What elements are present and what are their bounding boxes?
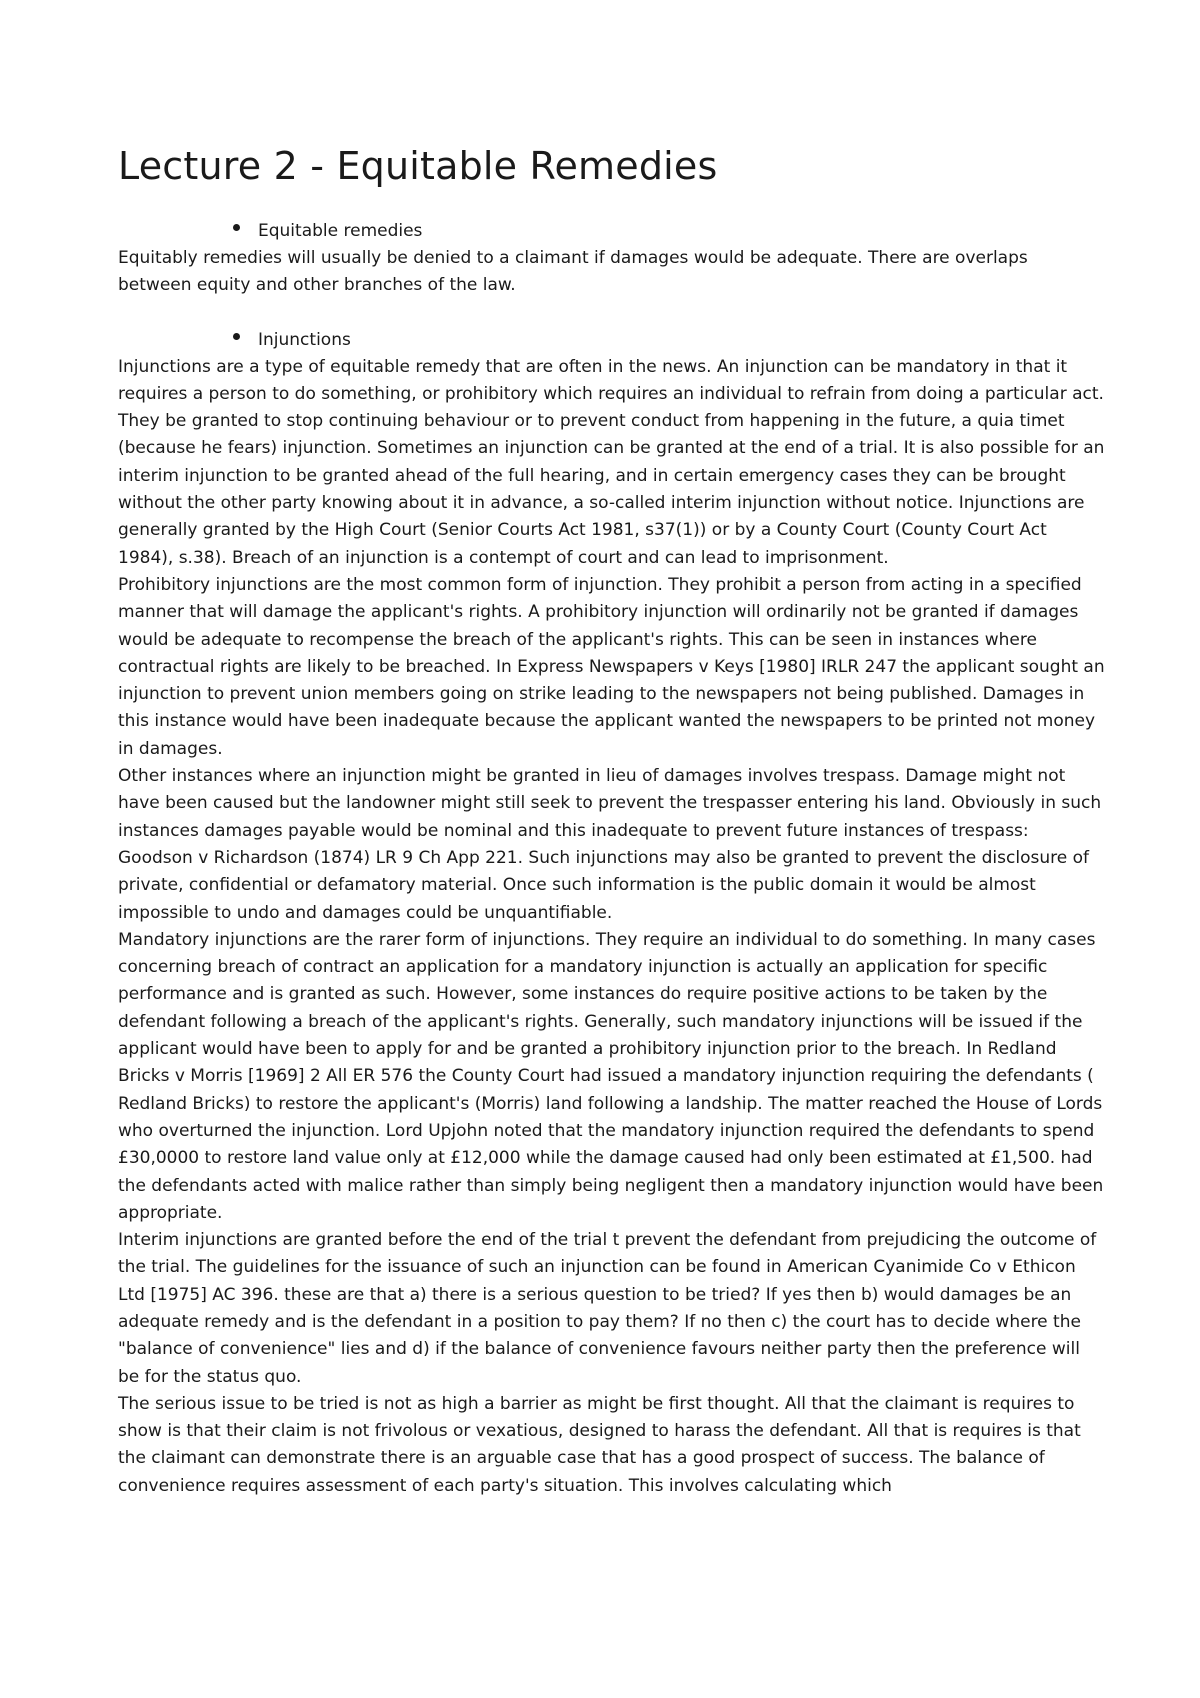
paragraph: Mandatory injunctions are the rarer form of injunctions. They require an individual to do something. In many cases concerning breach of contract an application for a mandatory injunction is actually an application for specific performance and is granted as such. However, some instances do require positive actions to be taken by the defendant following a breach of the applicant's rights. Generally, such mandatory injunctions will be issued if the applicant would have been to apply for and be granted a prohibitory injunction prior to the breach. In Redland Bricks v Morris [1969] 2 All ER 576 the County Court had issued a mandatory injunction requiring the defendants ( Redland Bricks) to restore the applicant's (Morris) land following a landship. The matter reached the House of Lords who overturned the injunction. Lord Upjohn noted that the mandatory injunction required the defendants to spend £30,0000 to restore land value only at £12,000 while the damage caused had only been estimated at £1,500. had the defendants acted with malice rather than simply being negligent then a mandatory injunction would have been appropriate. [118,929,1104,1223]
section-heading-label: Injunctions [258,329,351,350]
section-heading-injunctions [118,327,1105,354]
section-heading-label: Equitable remedies [258,221,423,241]
bullet-icon [233,224,240,231]
paragraph: Equitably remedies will usually be denied to a claimant if damages would be adequate. There are overlaps between equity and other branches of the law. [118,248,1028,296]
paragraph: Prohibitory injunctions are the most common form of injunction. They prohibit a person from acting in a specified manner that will damage the applicant's rights. A prohibitory injunction will ordinarily not be granted if damages would be adequate to recompense the breach of the applicant's rights. This can be seen in instances where contractual rights are likely to be breached. In Express Newspapers v Keys [1980] IRLR 247 the applicant sought an injunction to prevent union members going on strike leading to the newspapers not being published. Damages in this instance would have been inadequate because the applicant wanted the newspapers to be printed not money in damages. [118,574,1105,759]
spacer [118,300,1105,327]
paragraph: The serious issue to be tried is not as high a barrier as might be first thought. All that the claimant is requires to show is that their claim is not frivolous or vexatious, designed to harass the defendant. All that is requires is that the claimant can demonstrate there is an arguable case that has a good prospect of success. The balance of convenience requires assessment of each party's situation. This involves calculating which [118,1393,1081,1496]
paragraph: Other instances where an injunction might be granted in lieu of damages involves trespass. Damage might not have been caused but the landowner might still seek to prevent the trespasser entering his land. Obviously in such instances damages payable would be nominal and this inadequate to prevent future instances of trespass: Goodson v Richardson (1874) LR 9 Ch App 221. Such injunctions may also be granted to prevent the disclosure of private, confidential or defamatory material. Once such information is the public domain it would be almost impossible to undo and damages could be unquantifiable. [118,766,1102,923]
section-heading-equitable-remedies [118,218,1105,245]
paragraph: Injunctions are a type of equitable remedy that are often in the news. An injunction can be mandatory in that it requires a person to do something, or prohibitory which requires an individual to refrain from doing a particular act. They be granted to stop continuing behaviour or to prevent conduct from happening in the future, a quia timet (because he fears) injunction. Sometimes an injunction can be granted at the end of a trial. It is also possible for an interim injunction to be granted ahead of the full hearing, and in certain emergency cases they can be brought without the other party knowing about it in advance, a so-called interim injunction without notice. Injunctions are generally granted by the High Court (Senior Courts Act 1981, s37(1)) or by a County Court (County Court Act 1984), s.38). Breach of an injunction is a contempt of court and can lead to imprisonment. [118,356,1105,568]
paragraph: Interim injunctions are granted before the end of the trial t prevent the defendant from prejudicing the outcome of the trial. The guidelines for the issuance of such an injunction can be found in American Cyanimide Co v Ethicon Ltd [1975] AC 396. these are that a) there is a serious question to be tried? If yes then b) would damages be an adequate remedy and is the defendant in a position to pay them? If no then c) the court has to decide where the "balance of convenience" lies and d) if the balance of convenience favours neither party then the preference will be for the status quo. [118,1230,1097,1387]
page-title: Lecture 2 - Equitable Remedies [118,144,718,188]
bullet-icon [233,333,240,340]
